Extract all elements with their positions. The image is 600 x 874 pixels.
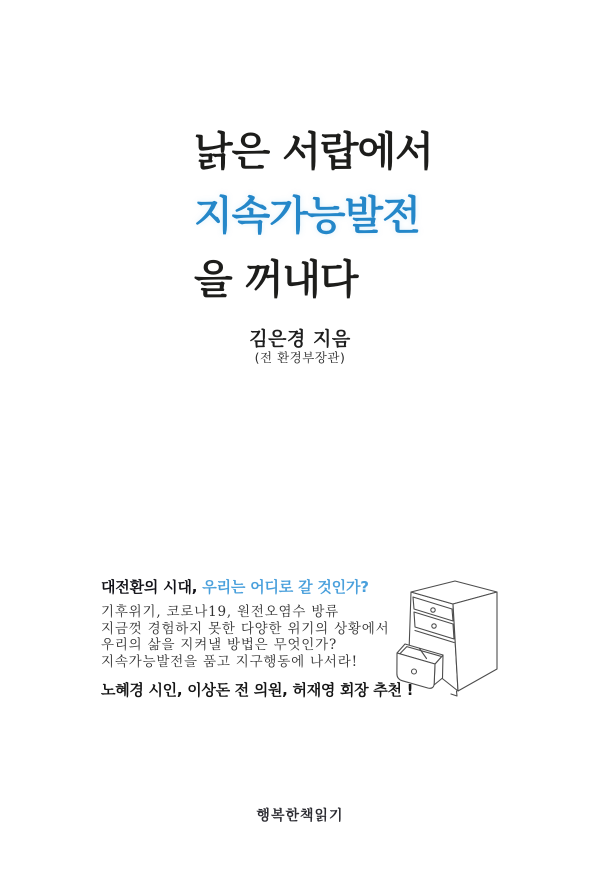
tagline-blue-part: 우리는 어디로 갈 것인가?: [202, 578, 369, 596]
drawer-cabinet-illustration: [393, 571, 505, 703]
drawer-cabinet-icon: [393, 571, 505, 703]
book-title-line-2-highlight: 지속가능발전: [194, 193, 420, 239]
author-name: 김은경 지음: [249, 328, 351, 350]
blurb-line: 지속가능발전을 품고 지구행동에 나서라!: [101, 653, 358, 670]
blurb-line: 지금껏 경험하지 못한 다양한 위기의 상황에서: [101, 620, 390, 637]
book-title-line-1: 낡은 서랍에서: [194, 129, 433, 175]
tagline-dark-part: 대전환의 시대,: [101, 578, 203, 596]
recommendation-line: 노혜경 시인, 이상돈 전 의원, 허재영 회장 추천 !: [101, 681, 414, 699]
blurb-line: 기후위기, 코로나19, 원전오염수 방류: [101, 604, 340, 620]
author-former-title: (전 환경부장관): [254, 350, 346, 365]
book-title-line-3: 을 꺼내다: [194, 257, 358, 303]
tagline: [101, 576, 369, 597]
blurb-line: 우리의 삶을 지켜낼 방법은 무엇인가?: [101, 637, 338, 653]
blurb-paragraph: [101, 604, 389, 670]
publisher-logo: 행복한책읽기: [256, 808, 344, 824]
